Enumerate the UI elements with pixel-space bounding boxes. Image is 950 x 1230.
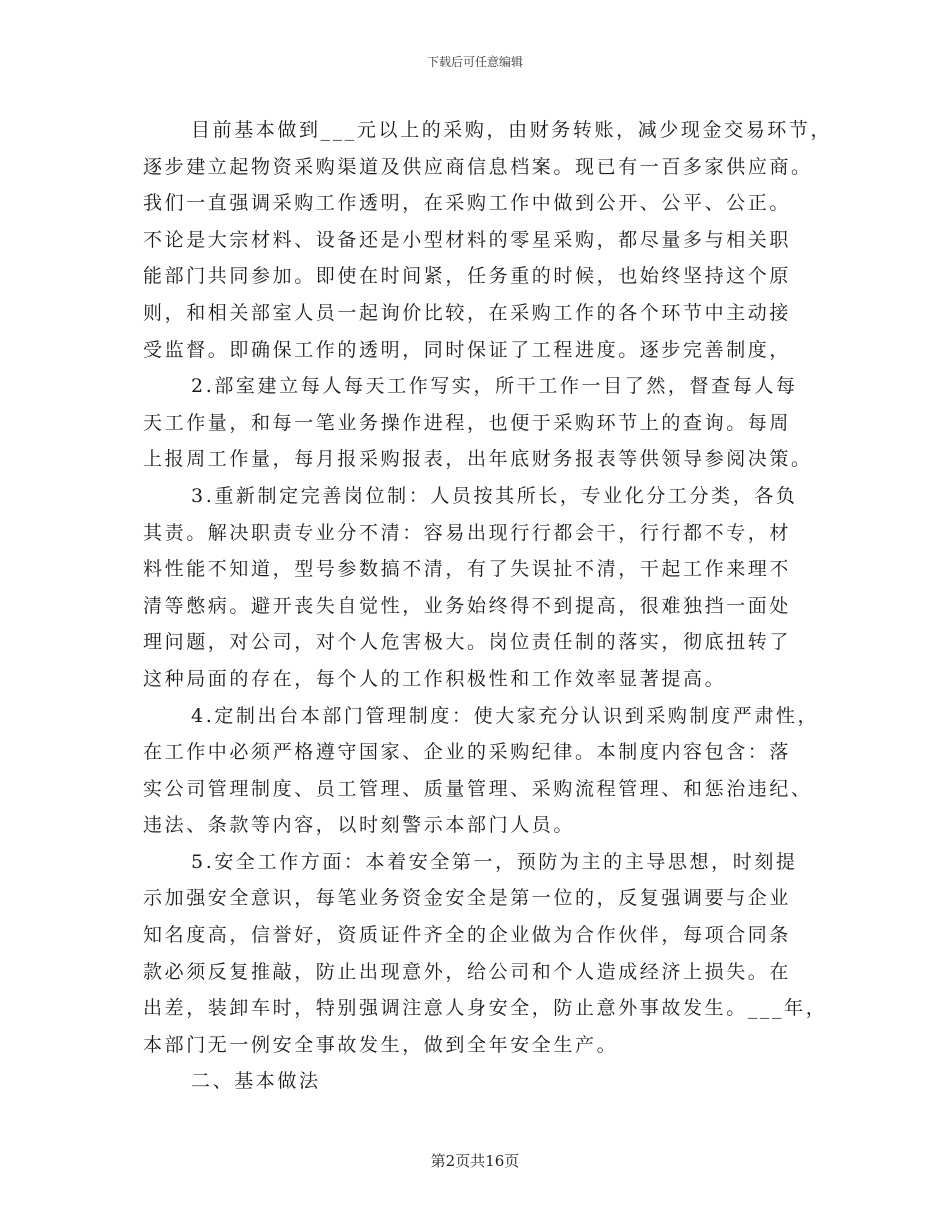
text-line: 理问题，对公司，对个人危害极大。岗位责任制的落实，彻底扭转了 — [143, 631, 792, 654]
text-line: 知名度高，信誉好，资质证件齐全的企业做为合作伙伴，每项合同条 — [143, 924, 792, 947]
text-line: 清等憋病。避开丧失自觉性，业务始终得不到提高，很难独挡一面处 — [143, 594, 792, 617]
text-line: 这种局面的存在，每个人的工作积极性和工作效率显著提高。 — [143, 667, 727, 690]
text-line: 违法、条款等内容，以时刻警示本部门人员。 — [143, 814, 576, 837]
text-line: 能部门共同参加。即使在时间紧，任务重的时候，也始终坚持这个原 — [143, 265, 792, 288]
text-line: 我们一直强调采购工作透明，在采购工作中做到公开、公平、公正。 — [143, 192, 792, 215]
text-line: 天工作量，和每一笔业务操作进程，也便于采购环节上的查询。每周 — [143, 411, 792, 434]
text-line: 款必须反复推敲，防止出现意外，给公司和个人造成经济上损失。在 — [143, 960, 792, 983]
text-line: 在工作中必须严格遵守国家、企业的采购纪律。本制度内容包含：落 — [143, 741, 792, 764]
text-line: 料性能不知道，型号参数搞不清，有了失误扯不清，干起工作来理不 — [143, 558, 792, 581]
text-line: 目前基本做到___元以上的采购，由财务转账，减少现金交易环节， — [191, 119, 833, 141]
text-line: 不论是大宗材料、设备还是小型材料的零星采购，都尽量多与相关职 — [143, 228, 792, 251]
text-line: 本部门无一例安全事故发生，做到全年安全生产。 — [143, 1033, 619, 1056]
text-line: 5.安全工作方面：本着安全第一，预防为主的主导思想，时刻提 — [191, 850, 798, 873]
text-line: 实公司管理制度、员工管理、质量管理、采购流程管理、和惩治违纪、 — [143, 777, 813, 800]
section-heading: 二、基本做法 — [191, 1070, 321, 1093]
text-line: 受监督。即确保工作的透明，同时保证了工程进度。逐步完善制度， — [143, 338, 792, 361]
page-number: 第2页共16页 — [430, 1152, 520, 1170]
text-line: 则，和相关部室人员一起询价比较，在采购工作的各个环节中主动接 — [143, 301, 792, 324]
text-line: 其责。解决职责专业分不清：容易出现行行都会干，行行都不专，材 — [143, 521, 792, 544]
text-line: 2.部室建立每人每天工作写实，所干工作一目了然，督查每人每 — [191, 375, 798, 398]
text-line: 3.重新制定完善岗位制：人员按其所长，专业化分工分类，各负 — [191, 484, 798, 507]
text-line: 4.定制出台本部门管理制度：使大家充分认识到采购制度严肃性， — [191, 704, 820, 727]
text-line: 上报周工作量，每月报采购报表，出年底财务报表等供领导参阅决策。 — [143, 448, 813, 471]
text-line: 示加强安全意识，每笔业务资金安全是第一位的，反复强调要与企业 — [143, 887, 792, 910]
document-body — [143, 112, 833, 1100]
text-line: 逐步建立起物资采购渠道及供应商信息档案。现已有一百多家供应商。 — [143, 155, 813, 178]
text-line: 出差，装卸车时，特别强调注意人身安全，防止意外事故发生。___年， — [143, 997, 828, 1020]
page-header-note: 下载后可任意编辑 — [426, 55, 523, 69]
